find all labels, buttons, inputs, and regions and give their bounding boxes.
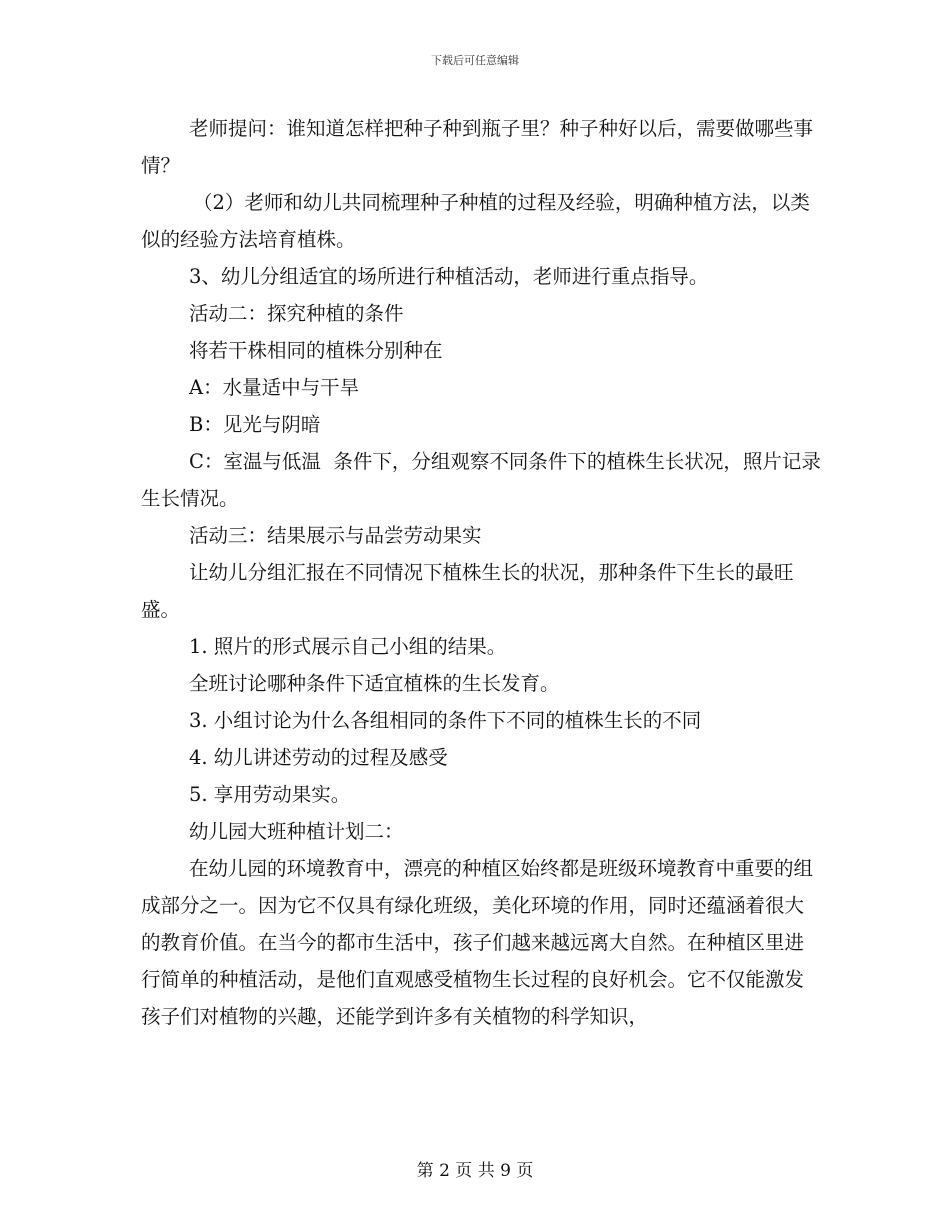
section-heading: 幼儿园大班种植计划二： xyxy=(189,820,404,843)
section-heading: 活动三：结果展示与品尝劳动果实 xyxy=(189,524,482,547)
list-item: C：室温与低温 条件下，分组观察不同条件下的植株生长状况，照片记录生长情况。 xyxy=(141,450,821,510)
paragraph: 让幼儿分组汇报在不同情况下植株生长的状况，那种条件下生长的最旺盛。 xyxy=(141,561,794,621)
list-item: 3. 小组讨论为什么各组相同的条件下不同的植株生长的不同 xyxy=(189,709,702,732)
list-item: 全班讨论哪种条件下适宜植株的生长发育。 xyxy=(189,672,560,695)
document-body xyxy=(141,110,821,1035)
list-item: A：水量适中与干旱 xyxy=(189,376,360,399)
paragraph: 在幼儿园的环境教育中，漂亮的种植区始终都是班级环境教育中重要的组成部分之一。因为它不仅具有绿化班级，美化环境的作用，同时还蕴涵着很大的教育价值。在当今的都市生活中，孩子们越来越远离大自然。在种植区里进行简单的种植活动，是他们直观感受植物生长过程的良好机会。它不仅能激发孩子们对植物的兴趣，还能学到许多有关植物的科学知识， xyxy=(141,857,814,1028)
list-item: B：见光与阴暗 xyxy=(189,413,321,436)
list-item: 4. 幼儿讲述劳动的过程及感受 xyxy=(189,746,448,769)
page-header: 下载后可任意编辑 xyxy=(431,54,519,67)
paragraph: （2）老师和幼儿共同梳理种子种植的过程及经验，明确种植方法，以类似的经验方法培育植株。 xyxy=(141,191,810,251)
paragraph: 将若干株相同的植株分别种在 xyxy=(189,339,443,362)
list-item: 1. 照片的形式展示自己小组的结果。 xyxy=(189,635,507,658)
section-heading: 活动二：探究种植的条件 xyxy=(189,302,404,325)
paragraph: 3、幼儿分组适宜的场所进行种植活动，老师进行重点指导。 xyxy=(189,265,709,288)
page-number: 第 2 页 共 9 页 xyxy=(416,1161,534,1181)
list-item: 5. 享用劳动果实。 xyxy=(189,783,351,806)
paragraph: 老师提问：谁知道怎样把种子种到瓶子里？种子种好以后，需要做哪些事情？ xyxy=(141,117,814,177)
